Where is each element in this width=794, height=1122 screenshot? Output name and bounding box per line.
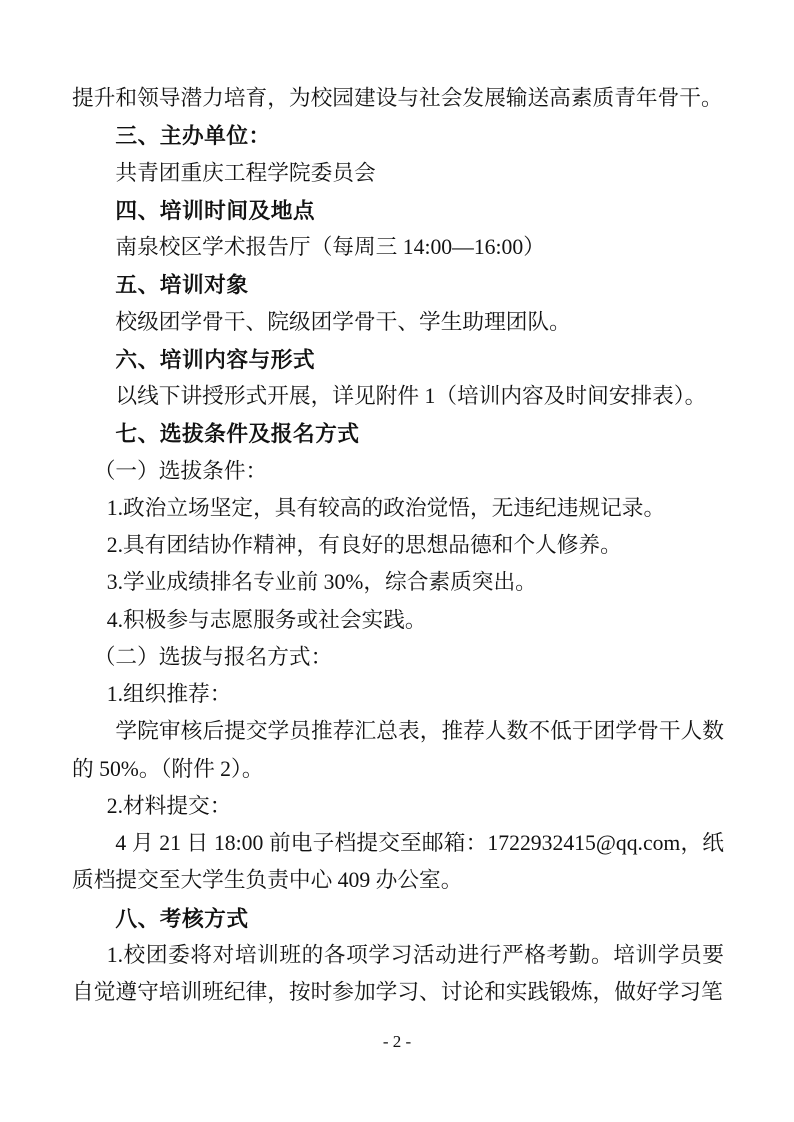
heading-content-format: 六、培训内容与形式	[115, 346, 316, 372]
paragraph-organizer-name: 共青团重庆工程学院委员会	[115, 160, 376, 185]
paragraph-trainees: 校级团学骨干、院级团学骨干、学生助理团队。	[115, 309, 571, 334]
heading-selection: 七、选拔条件及报名方式	[115, 421, 360, 447]
paragraph-time-location: 南泉校区学术报告厅（每周三 14:00—16:00）	[115, 235, 545, 259]
paragraph-intro-continuation: 提升和领导潜力培育，为校园建设与社会发展输送高素质青年骨干。	[72, 86, 723, 110]
paragraph-assessment-1: 1.校团委将对培训班的各项学习活动进行严格考勤。培训学员要自觉遵守培训班纪律，按时参加学习、讨论和实践锻炼，做好学习笔	[72, 942, 724, 1004]
paragraph-criteria-3: 3.学业成绩排名专业前 30%，综合素质突出。	[106, 570, 537, 595]
document-body	[72, 80, 724, 1011]
heading-trainees: 五、培训对象	[115, 272, 249, 298]
heading-organizer: 三、主办单位：	[115, 123, 271, 149]
paragraph-materials-title: 2.材料提交：	[106, 793, 232, 818]
paragraph-recommendation-title: 1.组织推荐：	[106, 682, 232, 706]
paragraph-criteria-4: 4.积极参与志愿服务或社会实践。	[106, 607, 427, 632]
paragraph-criteria-1: 1.政治立场坚定，具有较高的政治觉悟，无违纪违规记录。	[106, 495, 666, 520]
paragraph-recommendation-detail: 学院审核后提交学员推荐汇总表，推荐人数不低于团学骨干人数的 50%。（附件 2）。	[72, 719, 724, 781]
paragraph-registration-title: （二）选拔与报名方式：	[93, 644, 333, 669]
paragraph-content-format: 以线下讲授形式开展，详见附件 1（培训内容及时间安排表）。	[115, 384, 707, 408]
page-number: - 2 -	[382, 1032, 412, 1051]
heading-time-location: 四、培训时间及地点	[115, 197, 316, 223]
paragraph-materials-detail: 4 月 21 日 18:00 前电子档提交至邮箱：1722932415@qq.com，纸质档提交至大学生负责中心 409 办公室。	[72, 831, 724, 893]
paragraph-selection-criteria-title: （一）选拔条件：	[93, 458, 268, 483]
heading-assessment: 八、考核方式	[115, 905, 249, 931]
paragraph-criteria-2: 2.具有团结协作精神，有良好的思想品德和个人修养。	[106, 533, 622, 557]
